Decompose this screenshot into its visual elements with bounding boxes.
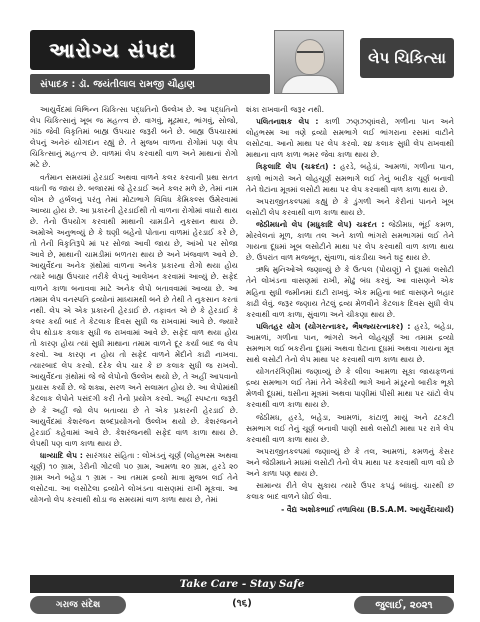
remedy-label: ત્રિફલાદિ લેપ (ચક્રદત) : xyxy=(256,162,336,172)
remedy-text: શંકા રાખવાની જરૂર નથી. xyxy=(246,105,324,114)
remedy-text: યોગતરંગિણીમાં જણાવ્યું છે કે લીલા આમળા સૂકા જાયફળનાં દ્રવ્ય સમભાગ લઈ તેમાં તેને એકેયી ભાગે આને મંડૂરનો બારીક ભૂકો મેળવી દૂધમાં, ઘસીના મૂત્રમાં અથવા પાણીમાં પીસી માથા પર ચાંટો લેપ કરવાથી વાળ કાળા થાય છે. xyxy=(246,367,454,410)
remedy-text: કાળી ઝણઝણાંવરો, ગળીના પાન અને લોહભસ્મ આ ત્રણે દ્રવ્યો સમભાગે લઈ ભાંગરાના રસમાં વાટીને લસોટવા. આનો માથા પર લેપ કરવો. ૨૪ કલાક સુધી લેપ રાખવાથી માથાના વાળ કાળા ભમર જેવા કાળા થાય છે. xyxy=(246,117,454,160)
editor-bar xyxy=(30,74,270,94)
remedy-paragraph xyxy=(246,161,454,194)
author-signature: - વૈદ્ય અશોકભાઈ તળાવિયા (B.S.A.M. આયુર્વેદાચાર્ય) xyxy=(281,505,454,515)
portrait-glasses xyxy=(297,51,323,57)
right-column xyxy=(246,104,454,516)
remedy-text: હરડે, બહેડાં, આમળાં, ગળીના પાન, કાળો ભાંગરો અને લોહચૂર્ણ સમભાગે લઈ તેનું બારીક ચૂર્ણ બનાવી તેને ઘેટાંના મૂત્રમાં લસોટી માથા પર લેપ કરવાથી વાળ કાળા થાય છે. xyxy=(246,162,454,194)
remedy-paragraph xyxy=(246,116,454,160)
remedy-text: સામાન્ય રીતે લેપ સુકાય ત્યારે ઉપર કપડું બાંધવું. ચારથી છ કલાક બાદ વાળને ધોઈ લેવા. xyxy=(246,481,454,502)
remedy-paragraph xyxy=(30,450,238,505)
remedy-paragraph xyxy=(246,196,454,218)
page-number: (૧૬) xyxy=(232,598,252,609)
topic-box xyxy=(360,38,454,78)
topic-title: લેપ ચિકિત્સા xyxy=(368,49,446,67)
portrait-body xyxy=(281,75,339,94)
intro-paragraph: આયુર્વેદમાં વિભિન્ન ચિકિત્સા પદ્ધતિનો ઉલ્લેખ છે. આ પદ્ધતિનો લેપ ચિકિત્સાનું ખૂબ જ મહત્ત્વ છે. વાગવું, મૂઢમાર, ભાંગવું, સોજો, ગાંઠ જેવી વિકૃતિમાં બાહ્ય ઉપચાર જરૂરી બને છે. બાહ્ય ઉપચારમાં લેપનું અનેરું યોગદાન રહ્યું છે. તે મુજબ વાળના રોગોમાં પણ લેપ ચિકિત્સાનું મહત્ત્વ છે. વાળમાં લેપ કરવાથી વાળ અને માથાનાં રોગો મટે છે. xyxy=(30,105,238,170)
remedy-text: જેઠીમધ, ભૂંઈ કમળ, મોરવેલનાં મૂળ, કાળા તલ અને કાળો ભાંગરો સમભાગમાં લઈ તેને ગાયના દૂધમાં ખૂબ લસોટીને માથા પર લેપ કરવાથી વાળ કાળા થાય છે. ઉપરાંત વાળ મજબૂત, સુંવાળા, વાંકડીયા અને ઘટ્ટ થાય છે. xyxy=(246,219,454,263)
remedy-paragraph xyxy=(246,446,454,479)
remedy-text: અપરાજીતકલ્પમાં જણાવ્યું છે કે તલ, આમળાં, કમળનું કેસર અને જેઠીમધને મધમાં લસોટી તેનો લેપ માથા પર કરવાથી વાળ વધે છે અને કાળા પણ થાય છે. xyxy=(246,446,454,478)
remedy-paragraph xyxy=(246,366,454,410)
remedy-paragraph xyxy=(246,264,454,319)
slogan-text: Take Care - Stay Safe xyxy=(179,578,305,590)
remedy-paragraph xyxy=(246,104,454,115)
hairdye-paragraph: વર્તમાન સમયમાં હેરડાઈ અથવા વાળને કલર કરવાની પ્રથા સતત વધતી જ જાય છે. બજારમાં જે હેરડાઈ અને કલર મળે છે, તેમાં નામ લોખ છે હર્બલનું પરંતુ તેમાં મોટાભાગે વિવિધ કેમિકલ્સ ઉમેરવામાં આવ્યા હોય છે. આ પ્રકારની હેરડાઈથી તો વાળના રોગોમાં વધારો થાય છે. તેનો ઉપયોગ કરવાથી માથાની ચામડીને નુકસાન થાય છે. અમોએ અનુભવ્યું છે કે ઘણી બહેનો પોતાના વાળમાં હેરડાઈ કરે છે, તો તેની વિકૃતિરૂપે માં પર સોજા આવી જાય છે, આંખો પર સોજા આવે છે, માથાની ચામડીમાં બળતરા થાય છે અને ખંજવાળ આવે છે. આયુર્વેદના અનેક ગ્રંથોમાં વાળના અનેક પ્રકારના રોગો થયા હોય ત્યારે બાહ્ય ઉપચાર તરીકે લેપનું આલેખન કરવામાં આવ્યું છે. સફેદ વાળને કાળા બનાવવા માટે અનેક લેપો બતાવવામાં આવ્યા છે. આ તમામ લેપ વનસ્પતિ દ્રવ્યોનાં માધ્યમથી બને છે તેથી તે નુકસાન કરતાં નથી. લેપ એ એક પ્રકારની હેરડાઈ છે. તફાવત એ છે કે હેરડાઈ કે કલર કર્યા બાદ તે કેટલાક દિવસ સુધી જ રાખવામાં આવે છે. જ્યારે લેપ થોડાક કલાક સુધી જ રાખવામાં આવે છે. સફેદ વાળ થયા હોય તો કારણ હોય ત્યાં સુધી માથાના તમામ વાળને દૂર કર્યા બાદ જ લેપ કરવો. આ કારણ ન હોય તો સફેદ વાળને મેંદીને કાઢી નાખવા. ત્યારબાદ લેપ કરવો. દરેક લેપ ચાર કે છ કલાક સુધી જ રાખવો. આયુર્વેદના ગ્રંથોમાં જે જે લેપોનો ઉલ્લેખ થયો છે, તે અહીં આપવાનો પ્રયાસ કર્યો છે. જે શક્ય, સરળ અને સલામત હોય છે. આ લેપોમાંથી કેટલાક લેપોને પસંદગી કરી તેનો પ્રયોગ કરવો. અહીં સ્પષ્ટતા જરૂરી છે કે અહીં જો લેપ બતાવ્યા છે તે એક પ્રકારની હેરડાઈ છે. આયુર્વેદમાં કેશરંજન શબ્દપ્રયોગનો ઉલ્લેખ થયો છે. કેશરંજનને હેરડાઈ કહેવામાં આવે છે. કેશરંજનથી સફેદ વાળ કાળા થાય છે. લેપથી પણ વાળ કાળા થાય છે. xyxy=(30,172,238,448)
magazine-name: ગરાજ સંદેશ xyxy=(55,600,101,610)
portrait-face xyxy=(295,39,325,75)
remedy-label: ધાત્ર્યાદિ લેપ : xyxy=(40,450,83,460)
editor-portrait xyxy=(274,30,344,94)
remedy-paragraph xyxy=(246,321,454,365)
remedy-text: જેઠીમધ, હરડે, બહેડા, આમળાં, કાંટાળું માયું અને ઢટકટી સમભાગ લઈ તેનું ચૂર્ણ બનાવી પાણી સાથે લસોટી માથા પર રાત્રે લેપ કરવાથી વાળ કાળા થાય છે. xyxy=(246,412,454,444)
remedy-text: હરડે, બહેડા, આમળાં, ગળીના પાન, ભાંગરો અને લોહચૂર્ણ આ તમામ દ્રવ્યો સમભાગ લઈ બકરીના દૂધમાં અથવા ઘેટાના દૂધમાં અથવા ગાયના મૂત્ર સાથે લસોટી તેનો લેપ માથા પર કરવાથી વાળ કાળા થાય છે. xyxy=(246,321,455,365)
slogan-strip xyxy=(30,575,454,593)
remedy-label: જેઠીમધનો લેપ (મધુકાદિ લેપ) ચક્રદત : xyxy=(256,219,385,229)
section-title-banner xyxy=(30,30,195,70)
remedy-paragraph xyxy=(246,480,454,502)
article-header xyxy=(30,30,454,96)
remedy-text: ઋષિ મુનિઓએ જણાવ્યું છે કે ઉત્પલ (પોયણું) ને દૂધમાં લસોટી તેને લોખંડના વાસણમાં રાખી, મોઢું બંધ કરવું. આ વાસણને એક મહિના સુધી જમીનમાં દાટી રાખવું. એક મહિના બાદ વાસણને બહાર કાઢી લેવું. જરૂર જણાય તેટલું દ્રવ્ય મેળવીને કેટલાક દિવસ સુધી લેપ કરવાથી વાળ કાળા, સુંવાળા અને ચીકણા થાય છે. xyxy=(246,265,454,319)
remedy-paragraph xyxy=(246,412,454,445)
remedy-text: સારંગધર સંહિતા : લોખંડનું ચૂર્ણ (લોહભસ્મ અથવા ચૂર્ણ) ૧૦ ગ્રામ, ડેરીની ગોટલી ૫૦ ગ્રામ, આમળા ૨૦ ગ્રામ, હરડે ૨૦ ગ્રામ અને બહેડા ૧ ગ્રામ - આ તમામ દ્રવ્યો માત્રા મુજબ લઈ તેને લસોટવા. આ લસોટેલા દ્રવ્યોને લોખંડના વાસણમાં રાખી મૂકવા. આ યોગનો લેપ કરવાથી થોડા જ સમયમાં વાળ કાળા થાય છે, તેમાં xyxy=(30,450,238,505)
page-footer xyxy=(30,596,454,616)
section-title: આરોગ્ય સંપદા xyxy=(49,38,176,62)
remedy-label: પલિતનાશક લેપ : xyxy=(256,117,319,127)
issue-date-badge xyxy=(354,596,454,614)
editor-name: સંપાદક : ડૉ. જયંતીલાલ રામજી ચૌહાણ xyxy=(40,78,195,90)
magazine-name-badge xyxy=(30,596,126,614)
remedy-paragraph xyxy=(246,219,454,263)
left-column xyxy=(30,104,238,506)
remedy-label: પલિતહર યોગ (યોગરત્નાકર, ભૈષજ્યરત્નાકર) : xyxy=(256,321,411,331)
issue-date: જુલાઈ, ૨૦૨૧ xyxy=(375,599,433,611)
remedy-text: અપરાજીતકલ્પમાં કહ્યું છે કે ડુંગળી અને કેરીનાં પાનને ખૂબ લસોટી લેપ કરવાથી વાળ કાળા થાય છે. xyxy=(246,196,454,217)
